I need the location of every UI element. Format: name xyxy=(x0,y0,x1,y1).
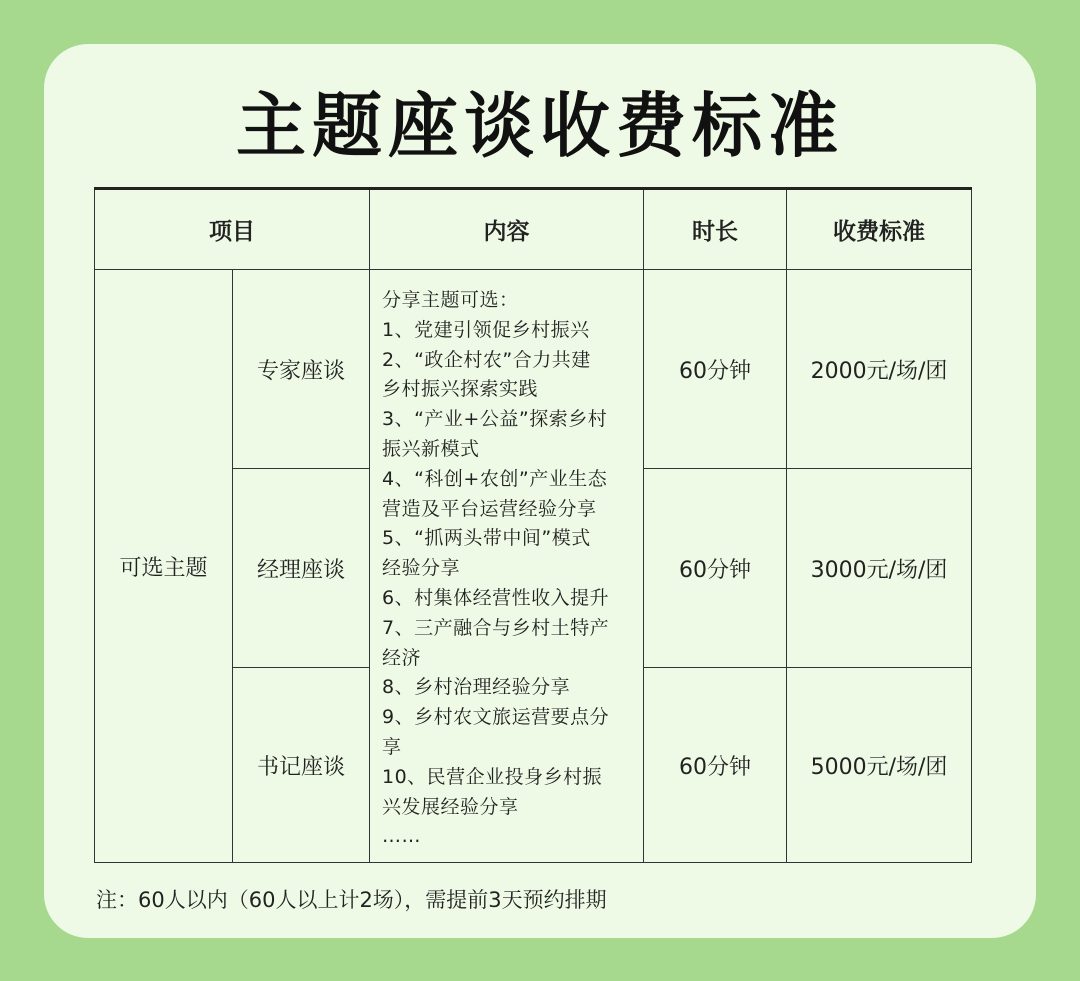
duration-cell: 60分钟 xyxy=(644,668,787,863)
header-row xyxy=(95,189,972,270)
duration-cell: 60分钟 xyxy=(644,270,787,469)
item-cell: 书记座谈 xyxy=(233,668,370,863)
content-line: 5、“抓两头带中间”模式 xyxy=(382,527,591,550)
content-line: 6、村集体经营性收入提升 xyxy=(382,586,610,609)
duration-cell: 60分钟 xyxy=(644,469,787,668)
header-content: 内容 xyxy=(370,189,644,270)
content-line: 乡村振兴探索实践 xyxy=(382,378,539,401)
category-cell: 可选主题 xyxy=(95,270,233,863)
content-line: 经济 xyxy=(382,646,422,669)
content-line: 2、“政企村农”合力共建 xyxy=(382,348,591,371)
content-line: 4、“科创+农创”产业生态 xyxy=(382,467,608,490)
content-line: 3、“产业+公益”探索乡村 xyxy=(382,408,608,431)
content-line: 8、乡村治理经验分享 xyxy=(382,676,571,699)
content-line: 经验分享 xyxy=(382,557,461,580)
header-item: 项目 xyxy=(95,189,370,270)
content-line: 7、三产融合与乡村土特产 xyxy=(382,616,610,639)
fee-cell: 5000元/场/团 xyxy=(787,668,972,863)
content-line: 10、民营企业投身乡村振 xyxy=(382,765,603,788)
table-row xyxy=(95,270,972,469)
footnote: 注：60人以内（60人以上计2场），需提前3天预约排期 xyxy=(96,888,607,912)
fee-cell: 2000元/场/团 xyxy=(787,270,972,469)
content-line: 享 xyxy=(382,735,402,758)
content-line: …… xyxy=(382,825,421,848)
item-cell: 专家座谈 xyxy=(233,270,370,469)
content-line: 营造及平台运营经验分享 xyxy=(382,497,597,520)
item-cell: 经理座谈 xyxy=(233,469,370,668)
header-fee: 收费标准 xyxy=(787,189,972,270)
content-line: 振兴新模式 xyxy=(382,437,480,460)
content-line: 兴发展经验分享 xyxy=(382,795,519,818)
fee-table xyxy=(94,187,972,863)
page-title: 主题座谈收费标准 xyxy=(236,85,844,167)
content-line: 1、党建引领促乡村振兴 xyxy=(382,318,590,341)
content-line: 9、乡村农文旅运营要点分 xyxy=(382,706,610,729)
content-cell xyxy=(370,270,644,863)
content-line: 分享主题可选： xyxy=(382,289,519,311)
header-duration: 时长 xyxy=(644,189,787,270)
fee-cell: 3000元/场/团 xyxy=(787,469,972,668)
